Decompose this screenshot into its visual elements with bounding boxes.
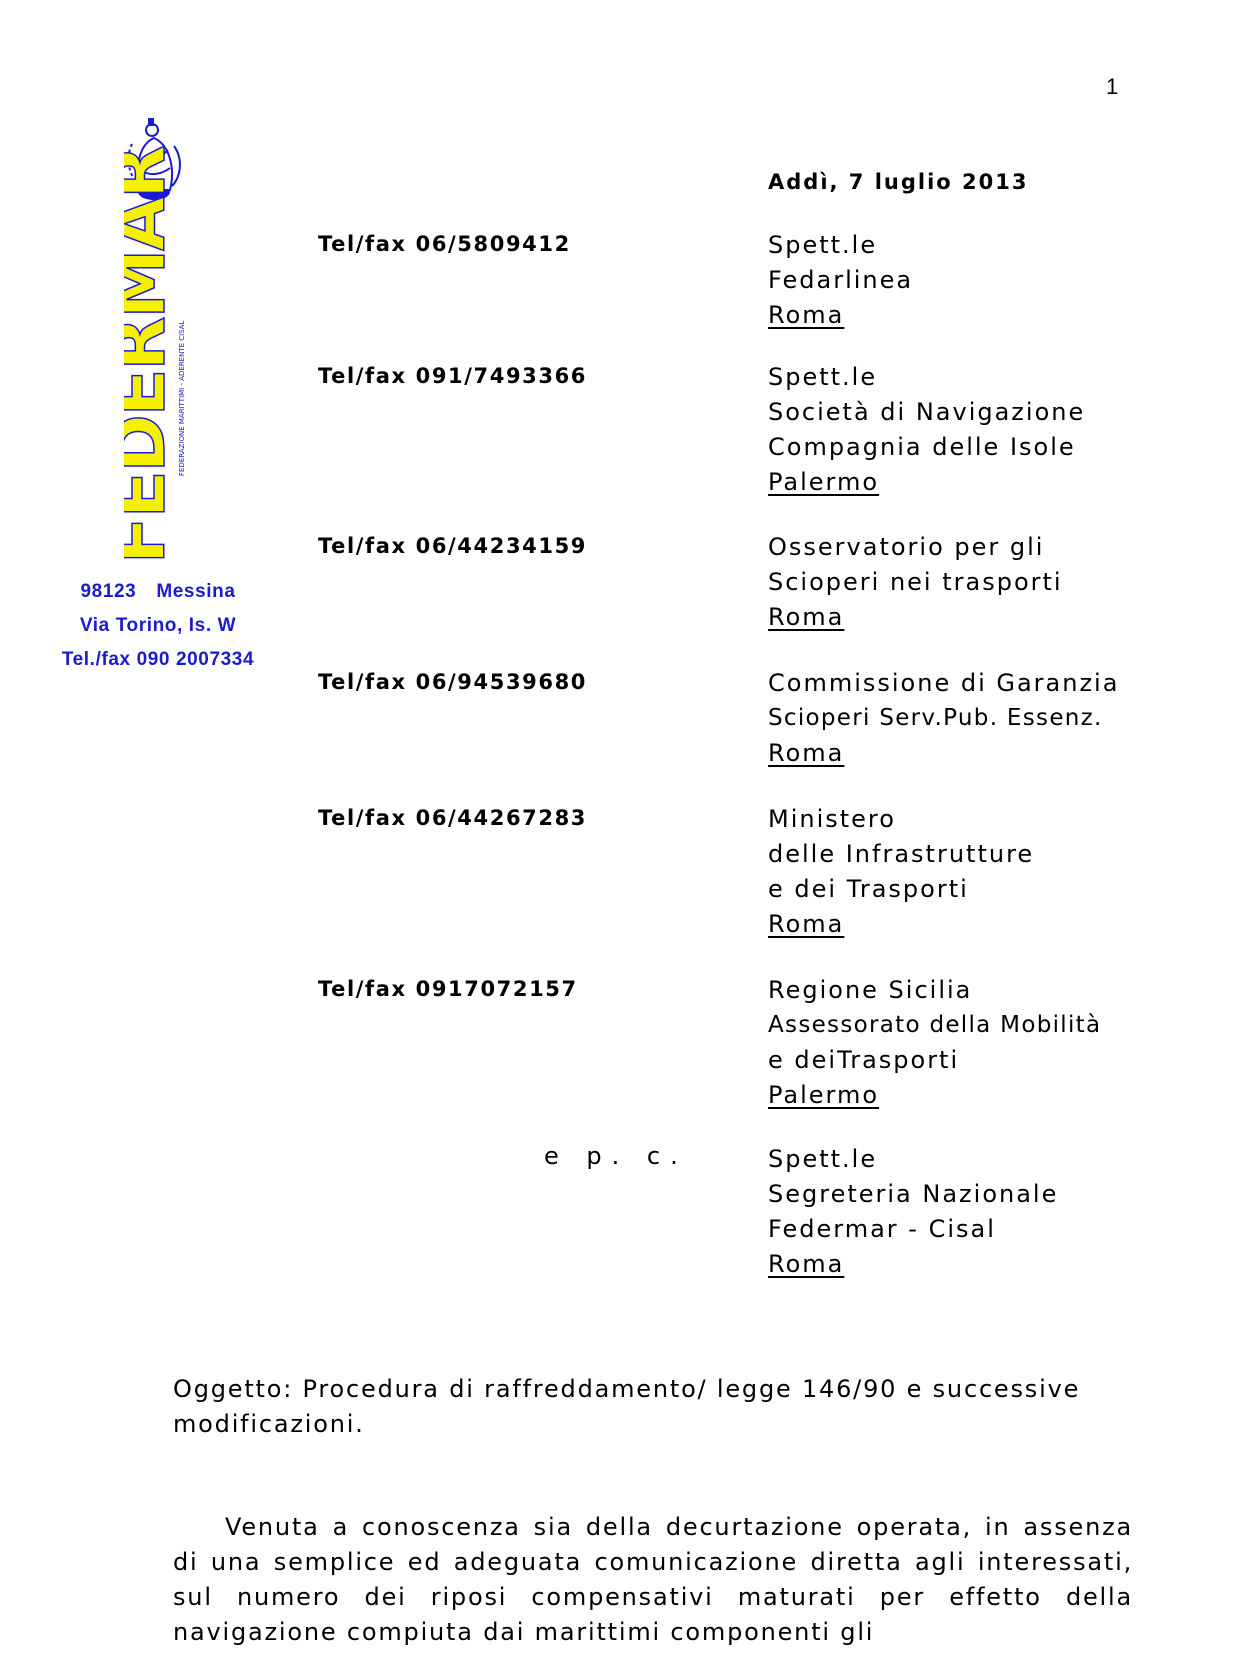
recipient-address <box>768 666 1228 771</box>
sender-cap-city <box>28 575 288 609</box>
recipient-line: Spett.le <box>768 363 878 391</box>
recipient-line: Spett.le <box>768 231 878 259</box>
recipient-line: Commissione di Garanzia <box>768 669 1120 697</box>
recipient-city: Palermo <box>768 1081 880 1109</box>
letter-subject: Oggetto: Procedura di raffreddamento/ legge 146/90 e successive modificazioni. <box>173 1375 1081 1438</box>
recipient-line: delle Infrastrutture <box>768 840 1035 868</box>
sender-city: Messina <box>156 581 236 602</box>
recipient-line: Regione Sicilia <box>768 976 973 1004</box>
cc-city: Roma <box>768 1250 845 1278</box>
recipient-fax: Tel/fax 06/44234159 <box>318 534 587 558</box>
recipient-fax: Tel/fax 0917072157 <box>318 977 578 1001</box>
recipient-address <box>768 530 1228 635</box>
recipient-line: Ministero <box>768 805 896 833</box>
sender-street: Via Torino, Is. W <box>79 615 237 636</box>
cc-line: Federmar - Cisal <box>768 1215 996 1243</box>
cc-address <box>768 1142 1228 1282</box>
sender-phone: Tel./fax 090 2007334 <box>61 649 255 670</box>
cc-line: Segreteria Nazionale <box>768 1180 1059 1208</box>
recipient-city: Roma <box>768 301 845 329</box>
recipient-address <box>768 973 1228 1113</box>
recipient-line: Osservatorio per gli <box>768 533 1045 561</box>
cc-label: e p. c. <box>544 1142 688 1170</box>
recipient-line: e dei Trasporti <box>768 875 969 903</box>
recipient-city: Roma <box>768 603 845 631</box>
page-number: 1 <box>1106 74 1119 99</box>
letter-body: Venuta a conoscenza sia della decurtazione operata, in assenza di una semplice ed adeguata comunicazione diretta agli interessati, sul numero dei riposi compensativi maturati per effetto della navigazione compiuta dai marittimi componenti gli <box>173 1513 1133 1646</box>
recipient-fax: Tel/fax 091/7493366 <box>318 364 587 388</box>
sender-cap: 98123 <box>80 581 137 602</box>
federmar-logo <box>124 116 210 570</box>
recipient-fax: Tel/fax 06/44267283 <box>318 806 587 830</box>
recipient-address <box>768 228 1228 333</box>
recipient-fax: Tel/fax 06/94539680 <box>318 670 587 694</box>
recipient-address <box>768 802 1228 942</box>
recipient-line: e deiTrasporti <box>768 1046 960 1074</box>
recipient-line: Scioperi nei trasporti <box>768 568 1063 596</box>
recipient-line: Compagnia delle Isole <box>768 433 1076 461</box>
recipient-address <box>768 360 1228 500</box>
sender-address <box>28 575 288 677</box>
recipient-line: Scioperi Serv.Pub. Essenz. <box>768 705 1103 731</box>
recipient-city: Palermo <box>768 468 880 496</box>
recipient-city: Roma <box>768 739 845 767</box>
letter-date: Addì, 7 luglio 2013 <box>768 170 1029 194</box>
cc-line: Spett.le <box>768 1145 878 1173</box>
recipient-city: Roma <box>768 910 845 938</box>
recipient-line: Fedarlinea <box>768 266 914 294</box>
svg-text:FEDERAZIONE MARITTIMI - ADEREN: FEDERAZIONE MARITTIMI - ADERENTE CISAL <box>178 320 186 476</box>
recipient-line: Assessorato della Mobilità <box>768 1012 1102 1038</box>
svg-text:FEDERMAR: FEDERMAR <box>124 146 181 564</box>
recipient-fax: Tel/fax 06/5809412 <box>318 232 571 256</box>
recipient-line: Società di Navigazione <box>768 398 1086 426</box>
